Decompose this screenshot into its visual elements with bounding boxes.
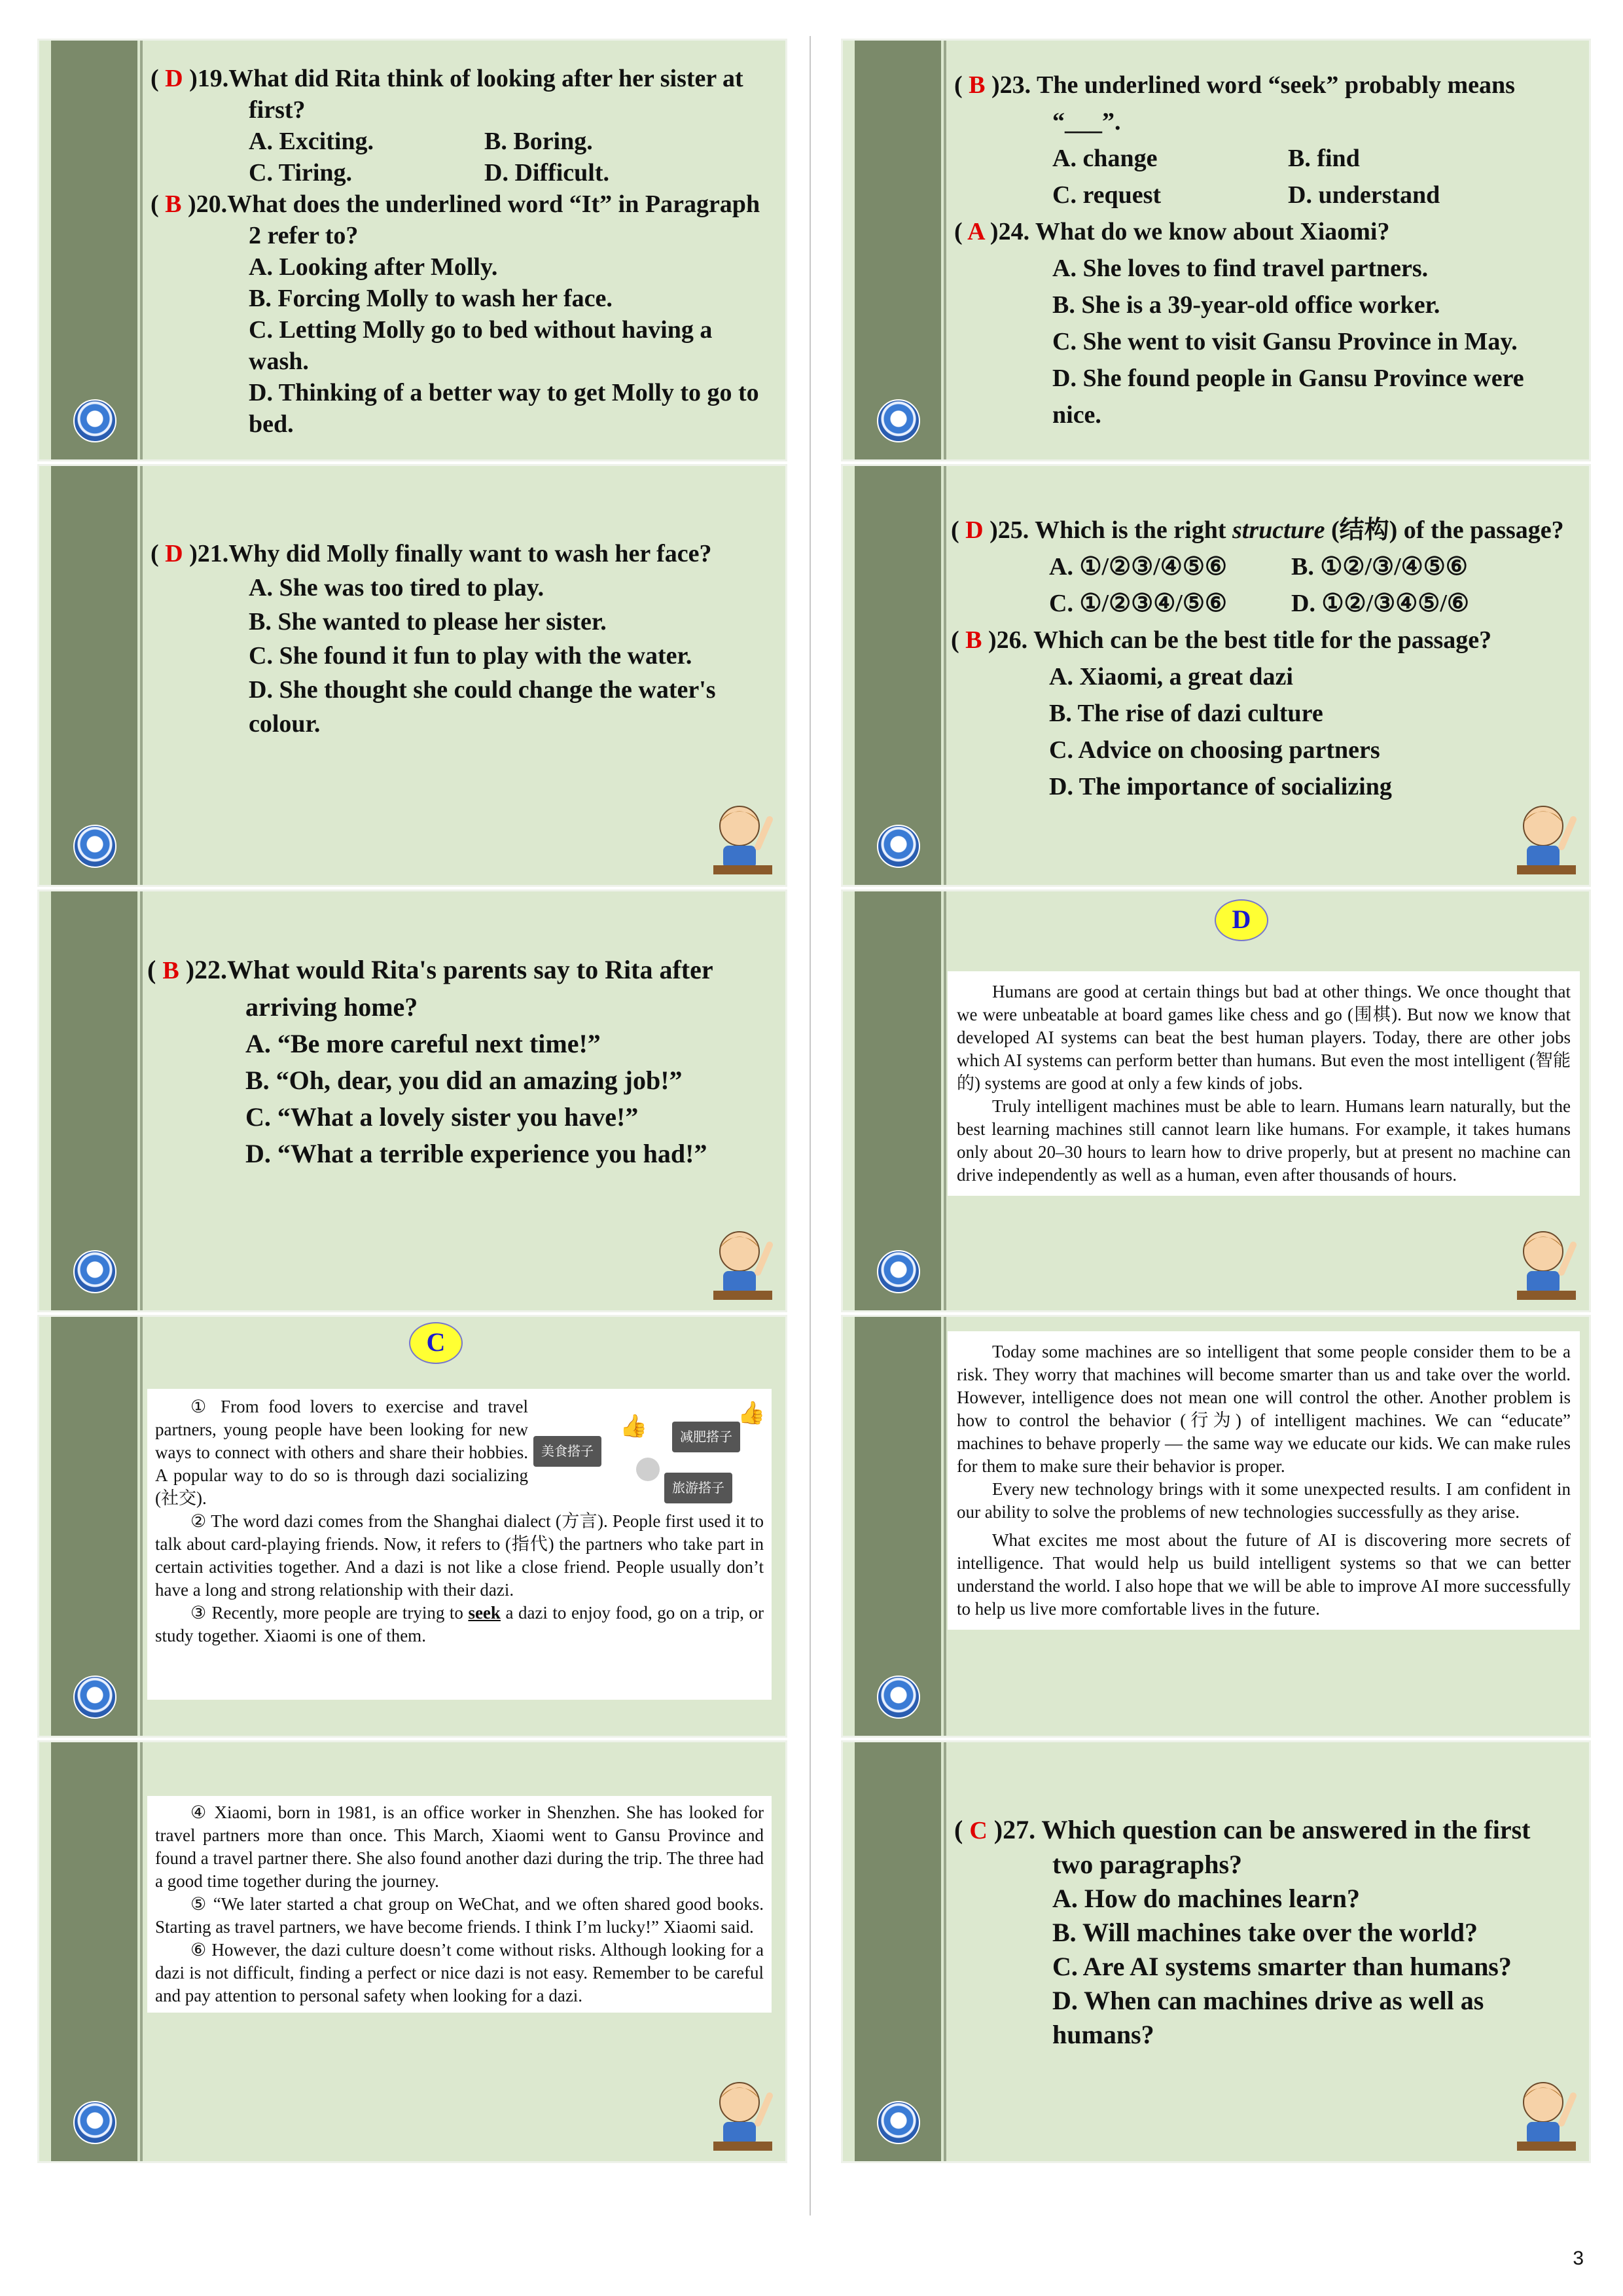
school-logo-icon (877, 825, 920, 868)
slide-sidebar (51, 41, 137, 459)
tag-diet-dazi: 减肥搭子 (672, 1422, 740, 1452)
slide-sidebar (51, 1742, 137, 2161)
thumbs-up-icon: 👍 (620, 1414, 648, 1439)
passage-c-para-3: ③ Recently, more people are trying to seek a dazi to enjoy food, go on a trip, or study together. Xiaomi is one of them. (155, 1603, 764, 1645)
section-d-badge: D (1215, 899, 1268, 941)
answer-19: D (165, 65, 183, 92)
question-19: ( D )19.What did Rita think of looking after her sister at first? A. Exciting. B. Boring. C. Tiring. D. Difficult. (151, 65, 743, 187)
passage-c-para-1: ① From food lovers to exercise and travel partners, young people have been looking for new ways to connect with others and share their hobbies. A popular way to do so is through dazi socializing (社交). (155, 1397, 528, 1508)
answer-20: B (165, 190, 182, 218)
question-21: ( D )21.Why did Molly finally want to wash her face? A. She was too tired to play. B. She wanted to please her sister. C. She found it fun to play with the water. D. She thought she could change the water's colour. (151, 540, 716, 738)
face-icon (636, 1458, 660, 1481)
passage-d-block-2 (948, 1331, 1580, 1630)
answer-24: A (967, 218, 984, 245)
passage-c-para-6: ⑥ However, the dazi culture doesn’t come without risks. Although looking for a dazi is not difficult, finding a perfect or nice dazi is not easy. Remember to be careful and pay attention to personal safety when looking for a dazi. (155, 1940, 764, 2005)
slide-sidebar (855, 466, 941, 885)
school-logo-icon (877, 399, 920, 442)
passage-d-para-2: Truly intelligent machines must be able to learn. Humans learn naturally, but the best learning machines still cannot learn like humans. For example, it takes humans only about 20–30 hours to learn how to drive properly, but at present no machine can drive independently as well as a human, even after thousands of hours. (957, 1096, 1571, 1185)
answer-27: C (969, 1817, 988, 1844)
slide-passage-d-2 (843, 1317, 1589, 1736)
slide-passage-c-1 (39, 1317, 785, 1736)
slide-sidebar (51, 466, 137, 885)
slide-content (951, 512, 1569, 872)
passage-c-block-1 (147, 1389, 772, 1700)
answer-23: B (969, 71, 986, 99)
cartoon-student-icon (707, 2076, 779, 2155)
slide-q19-q20 (39, 41, 785, 459)
slide-q27 (843, 1742, 1589, 2161)
slide-content (151, 537, 766, 872)
slide-q22 (39, 891, 785, 1310)
slide-sidebar (51, 891, 137, 1310)
slide-content (151, 63, 766, 446)
slide-content (954, 1813, 1569, 2148)
slide-sidebar (855, 891, 941, 1310)
thumbs-up-icon: 👍 (738, 1401, 766, 1426)
slide-content (147, 952, 766, 1297)
slide-q23-q24 (843, 41, 1589, 459)
question-25: ( D )25. Which is the right structure (结构) of the passage? A. ①/②③/④⑤⑥ B. ①②/③/④⑤⑥ C. ①/②③④/⑤⑥ D. ①②/③④⑤/⑥ (951, 516, 1564, 617)
passage-d-para-1: Humans are good at certain things but bad at other things. We once thought that we were unbeatable at board games like chess and go (围棋). But now we know that developed AI systems can beat the best human players. Today, there are other jobs which AI systems can perform better than humans. But even the most intelligent (智能的) systems are good at only a few kinds of jobs. (957, 982, 1571, 1093)
school-logo-icon (877, 2101, 920, 2144)
cartoon-student-icon (1510, 1225, 1582, 1304)
slide-sidebar (855, 1317, 941, 1736)
tag-travel-dazi: 旅游搭子 (664, 1473, 732, 1503)
question-27: ( C )27. Which question can be answered in the first two paragraphs? A. How do machines learn? B. Will machines take over the world? C. Are AI systems smarter than humans? D. When can machines drive as well as humans? (954, 1815, 1531, 2049)
question-22: ( B )22.What would Rita's parents say to Rita after arriving home? A. “Be more careful next time!” B. “Oh, dear, you did an amazing job!” C. “What a lovely sister you have!” D. “What a terrible experience you had!” (147, 955, 713, 1168)
slide-passage-d-1 (843, 891, 1589, 1310)
question-20: ( B )20.What does the underlined word “It” in Paragraph 2 refer to? A. Looking after Molly. B. Forcing Molly to wash her face. C. Letting Molly go to bed without having a wash. D. Thinking of a better way to get Molly to go to bed. (151, 190, 760, 438)
answer-26: B (965, 626, 982, 654)
school-logo-icon (73, 399, 116, 442)
school-logo-icon (877, 1250, 920, 1293)
answer-22: B (162, 957, 179, 984)
school-logo-icon (73, 2101, 116, 2144)
slide-sidebar (51, 1317, 137, 1736)
page-divider (810, 36, 811, 2215)
question-26: ( B )26. Which can be the best title for the passage? A. Xiaomi, a great dazi B. The rise of dazi culture C. Advice on choosing partners D. The importance of socializing (951, 626, 1492, 800)
question-24: ( A )24. What do we know about Xiaomi? A. She loves to find travel partners. B. She is a 39-year-old office worker. C. She went to visit Gansu Province in May. D. She found people in Gansu Province were nice. (954, 218, 1524, 429)
slide-passage-c-2 (39, 1742, 785, 2161)
tag-food-dazi: 美食搭子 (533, 1436, 601, 1467)
school-logo-icon (73, 825, 116, 868)
underlined-seek: seek (468, 1603, 501, 1623)
slide-sidebar (855, 41, 941, 459)
passage-c-para-5: ⑤ “We later started a chat group on WeChat, and we often shared good books. Starting as travel partners, we have become friends. I think I’m lucky!” Xiaomi said. (155, 1894, 764, 1937)
answer-25: D (965, 516, 984, 544)
slide-sidebar (855, 1742, 941, 2161)
slide-content (954, 67, 1569, 446)
school-logo-icon (73, 1250, 116, 1293)
passage-d-block-1 (948, 971, 1580, 1196)
passage-c-block-2 (147, 1796, 772, 2013)
slide-q21 (39, 466, 785, 885)
page-number: 3 (1573, 2248, 1584, 2269)
passage-d-para-5: What excites me most about the future of AI is discovering more secrets of intelligence. That would help us build intelligent systems so that we can better understand the world. I also hope that we will be able to improve AI more successfully to help us live more comfortable lives in the future. (957, 1530, 1571, 1619)
section-c-badge: C (409, 1322, 463, 1364)
slide-q25-q26 (843, 466, 1589, 885)
passage-d-para-4: Every new technology brings with it some unexpected results. I am confident in our ability to solve the problems of new technologies successfully as they arise. (957, 1479, 1571, 1522)
answer-21: D (165, 540, 183, 567)
passage-c-para-2: ② The word dazi comes from the Shanghai dialect (方言). People first used it to talk about card-playing friends. Now, it refers to (指代) the partners who take part in certain activities together. And a dazi is not like a close friend. People usually don’t have a long and strong relationship with their dazi. (155, 1511, 764, 1600)
question-23: ( B )23. The underlined word “seek” probably means “___”. A. change B. find C. request D. understand (954, 71, 1515, 209)
school-logo-icon (73, 1676, 116, 1719)
school-logo-icon (877, 1676, 920, 1719)
passage-d-para-3: Today some machines are so intelligent that some people consider them to be a risk. They worry that machines will become smarter than us and take over the world. However, intelligence does not mean one will control the other. Another problem is how to control the behavior (行为) of intelligent machines. We can “educate” machines to behave properly — the same way we educate our kids. We can make rules for them to make sure their behavior is proper. (957, 1342, 1571, 1476)
passage-c-para-4: ④ Xiaomi, born in 1981, is an office worker in Shenzhen. She has looked for travel partners more than once. This March, Xiaomi went to Gansu Province and found a travel partner there. She also found another dazi during the trip. The three had a good time together during the journey. (155, 1803, 764, 1891)
dazi-illustration (528, 1395, 764, 1507)
